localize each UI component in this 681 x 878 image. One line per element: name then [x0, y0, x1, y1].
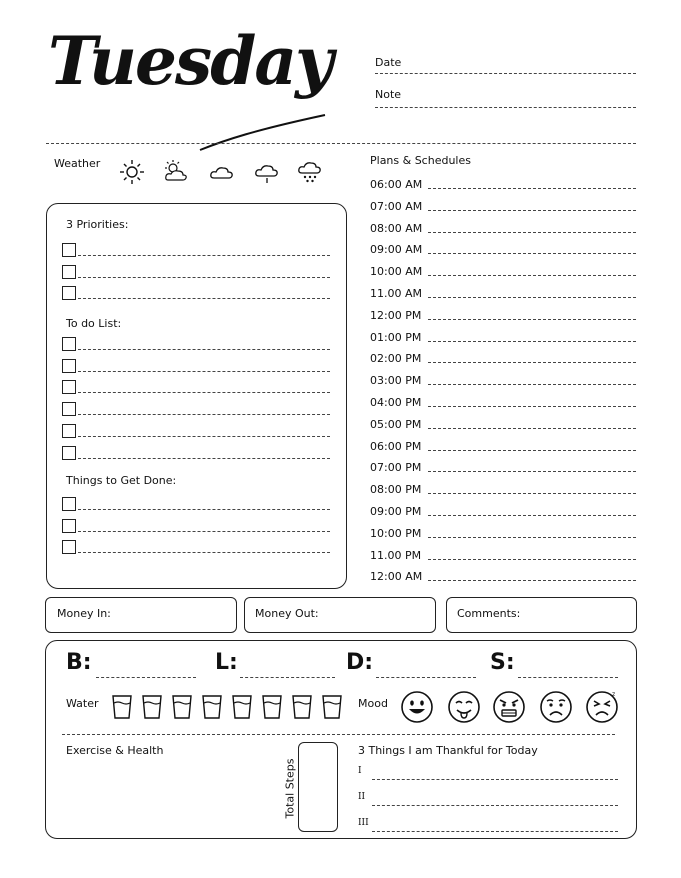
note-field[interactable]: [375, 107, 636, 108]
todo-line[interactable]: [78, 414, 330, 415]
cloud-icon[interactable]: [208, 158, 236, 186]
schedule-time-label: 06:00 PM: [370, 439, 422, 453]
schedule-line[interactable]: [428, 297, 636, 298]
schedule-time-label: 08:00 PM: [370, 483, 422, 497]
schedule-line[interactable]: [428, 253, 636, 254]
comments-label: Comments:: [457, 607, 521, 620]
steps-field[interactable]: [298, 742, 338, 832]
exercise-label: Exercise & Health: [66, 744, 164, 757]
water-glass-icon[interactable]: [171, 694, 193, 720]
todo-checkbox[interactable]: [62, 446, 76, 460]
schedule-line[interactable]: [428, 515, 636, 516]
schedule-time-label: 12:00 PM: [370, 308, 422, 322]
svg-text:z: z: [612, 691, 616, 698]
things-done-line[interactable]: [78, 509, 330, 510]
todo-checkbox[interactable]: [62, 337, 76, 351]
schedule-line[interactable]: [428, 275, 636, 276]
happy-face-icon[interactable]: [400, 690, 434, 724]
things-done-line[interactable]: [78, 531, 330, 532]
schedule-line[interactable]: [428, 384, 636, 385]
schedule-time-label: 01:00 PM: [370, 330, 422, 344]
snow-icon[interactable]: [296, 158, 324, 186]
water-glass-icon[interactable]: [111, 694, 133, 720]
water-glass-icon[interactable]: [291, 694, 313, 720]
things-done-checkbox[interactable]: [62, 497, 76, 511]
thankful-item-number: I: [358, 766, 362, 776]
daily-log-panel: [45, 640, 637, 839]
tired-face-icon[interactable]: [585, 690, 619, 724]
schedule-time-label: 10:00 AM: [370, 265, 423, 279]
schedule-time-label: 03:00 PM: [370, 374, 422, 388]
partly-sunny-icon[interactable]: [162, 158, 190, 186]
todo-line[interactable]: [78, 436, 330, 437]
schedule-line[interactable]: [428, 471, 636, 472]
schedule-time-label: 11.00 AM: [370, 287, 423, 300]
thankful-line[interactable]: [372, 831, 618, 832]
todo-checkbox[interactable]: [62, 359, 76, 373]
todo-checkbox[interactable]: [62, 424, 76, 438]
title-swoosh-decoration: [195, 95, 335, 155]
schedule-line[interactable]: [428, 188, 636, 189]
water-glass-icon[interactable]: [231, 694, 253, 720]
page-title: Tuesday: [48, 22, 332, 100]
water-glass-icon[interactable]: [201, 694, 223, 720]
water-glass-icon[interactable]: [321, 694, 343, 720]
priority-checkbox[interactable]: [62, 243, 76, 257]
lunch-field[interactable]: [240, 677, 335, 678]
schedule-line[interactable]: [428, 232, 636, 233]
date-label: Date: [375, 56, 402, 69]
things-done-line[interactable]: [78, 552, 330, 553]
things-done-checkbox[interactable]: [62, 519, 76, 533]
schedule-time-label: 09:00 PM: [370, 505, 422, 518]
schedule-time-label: 07:00 PM: [370, 461, 422, 475]
weather-label: Weather: [54, 157, 101, 170]
water-glass-icon[interactable]: [141, 694, 163, 720]
thankful-line[interactable]: [372, 805, 618, 806]
schedule-time-label: 09:00 AM: [370, 243, 423, 257]
schedule-line[interactable]: [428, 493, 636, 494]
schedule-line[interactable]: [428, 450, 636, 451]
todo-line[interactable]: [78, 458, 330, 459]
schedule-time-label: 07:00 AM: [370, 199, 423, 213]
priority-checkbox[interactable]: [62, 265, 76, 279]
schedule-line[interactable]: [428, 406, 636, 407]
schedule-line[interactable]: [428, 580, 636, 581]
money-in-label: Money In:: [57, 607, 111, 620]
priority-checkbox[interactable]: [62, 286, 76, 300]
schedule-time-label: 11.00 PM: [370, 548, 422, 562]
todo-line[interactable]: [78, 392, 330, 393]
money-out-label: Money Out:: [255, 607, 319, 620]
angry-face-icon[interactable]: [492, 690, 526, 724]
lunch-label: L:: [215, 650, 238, 675]
panel-divider: [62, 734, 615, 735]
thankful-item-number: II: [358, 792, 366, 802]
priority-line[interactable]: [78, 298, 330, 299]
tongue-face-icon[interactable]: [447, 690, 481, 724]
breakfast-label: B:: [66, 650, 92, 675]
priority-line[interactable]: [78, 255, 330, 256]
thankful-line[interactable]: [372, 779, 618, 780]
schedule-time-label: 02:00 PM: [370, 352, 422, 366]
priorities-title: 3 Priorities:: [66, 218, 129, 231]
todo-checkbox[interactable]: [62, 380, 76, 394]
schedule-time-label: 08:00 AM: [370, 221, 423, 235]
things-done-checkbox[interactable]: [62, 540, 76, 554]
todo-line[interactable]: [78, 371, 330, 372]
schedule-time-label: 05:00 PM: [370, 417, 422, 431]
todo-title: To do List:: [66, 317, 122, 330]
priority-line[interactable]: [78, 277, 330, 278]
schedule-line[interactable]: [428, 559, 636, 560]
schedule-line[interactable]: [428, 319, 636, 320]
dinner-field[interactable]: [376, 677, 476, 678]
schedule-title: Plans & Schedules: [370, 154, 471, 167]
water-label: Water: [66, 697, 99, 710]
things-done-title: Things to Get Done:: [66, 474, 177, 487]
thankful-title: 3 Things I am Thankful for Today: [358, 744, 538, 757]
thankful-item-number: III: [358, 818, 369, 828]
todo-checkbox[interactable]: [62, 402, 76, 416]
header-divider: [46, 143, 636, 144]
date-field[interactable]: [375, 73, 636, 74]
steps-label: Total Steps: [283, 758, 297, 819]
rain-icon[interactable]: [253, 158, 281, 186]
schedule-line[interactable]: [428, 428, 636, 429]
schedule-line[interactable]: [428, 210, 636, 211]
schedule-time-label: 06:00 AM: [370, 178, 423, 191]
breakfast-field[interactable]: [96, 677, 196, 678]
dinner-label: D:: [346, 650, 374, 675]
snack-label: S:: [490, 650, 515, 675]
schedule-time-label: 12:00 AM: [370, 570, 423, 584]
schedule-time-label: 10:00 PM: [370, 526, 422, 540]
sad-face-icon[interactable]: [539, 690, 573, 724]
schedule-line[interactable]: [428, 362, 636, 363]
water-glass-icon[interactable]: [261, 694, 283, 720]
mood-label: Mood: [358, 697, 388, 710]
snack-field[interactable]: [518, 677, 618, 678]
schedule-time-label: 04:00 PM: [370, 396, 422, 409]
schedule-line[interactable]: [428, 537, 636, 538]
schedule-line[interactable]: [428, 341, 636, 342]
sun-icon[interactable]: [118, 158, 146, 186]
steps-label-wrap: [280, 760, 300, 820]
note-label: Note: [375, 88, 402, 101]
todo-line[interactable]: [78, 349, 330, 350]
